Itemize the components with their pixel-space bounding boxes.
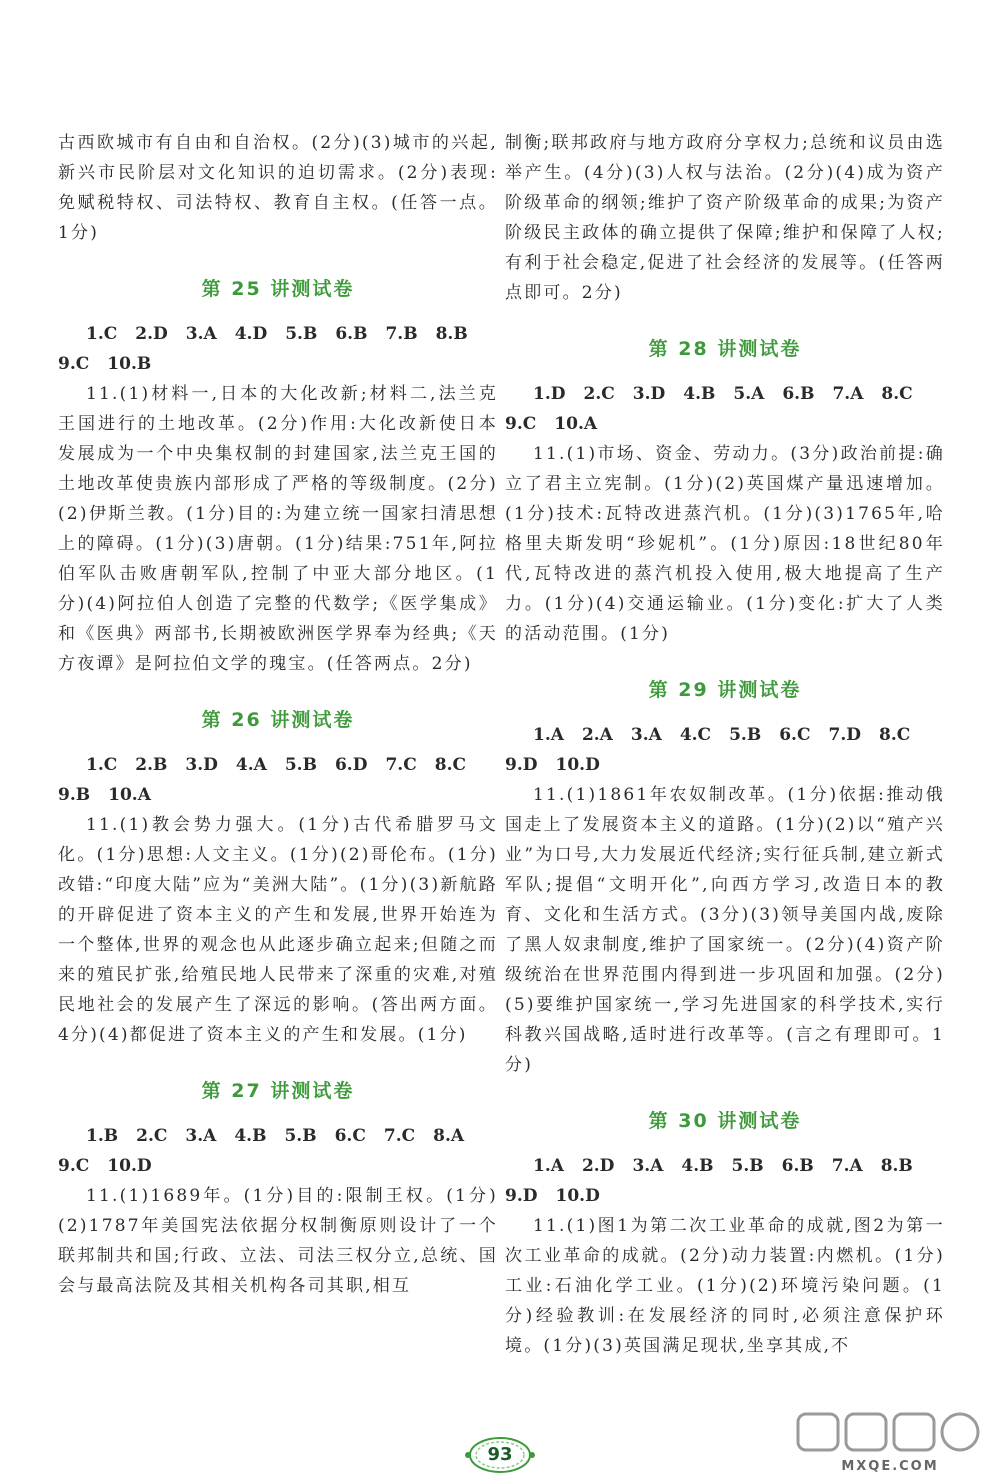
section-title-25: 第 25 讲测试卷 xyxy=(201,278,355,300)
section-title-27: 第 27 讲测试卷 xyxy=(201,1080,355,1102)
choice-answers-28: 1.D 2.C 3.D 4.B 5.A 6.B 7.A 8.C 9.C 10.A xyxy=(505,384,913,434)
continued-answer-text: 古西欧城市有自由和自治权。(2分)(3)城市的兴起,新兴市民阶层对文化知识的迫切需求。(2分)表现:免赋税特权、司法特权、教育自主权。(任答一点。1分) xyxy=(58,133,498,243)
choice-answers-29: 1.A 2.A 3.A 4.C 5.B 6.C 7.D 8.C 9.D 10.D xyxy=(505,725,911,775)
left-column xyxy=(58,128,498,1301)
choice-answers-30: 1.A 2.D 3.A 4.B 5.B 6.B 7.A 8.B 9.D 10.D xyxy=(505,1156,913,1206)
choice-answers-27: 1.B 2.C 3.A 4.B 5.B 6.C 7.C 8.A 9.C 10.D xyxy=(58,1126,465,1176)
question-11-answer-26: 11.(1)教会势力强大。(1分)古代希腊罗马文化。(1分)思想:人文主义。(1分)(2)哥伦布。(1分)改错:“印度大陆”应为“美洲大陆”。(1分)(3)新航路的开辟促进了资本主义的产生和发展,世界开始连为一个整体,世界的观念也从此逐步确立起来;但随之而来的殖民扩张,给殖民地人民带来了深重的灾难,对殖民地社会的发展产生了深远的影响。(答出两方面。4分)(4)都促进了资本主义的产生和发展。(1分) xyxy=(58,815,498,1045)
site-watermark xyxy=(790,1408,990,1474)
question-11-answer-29: 11.(1)1861年农奴制改革。(1分)依据:推动俄国走上了发展资本主义的道路。(1分)(2)以“殖产兴业”为口号,大力发展近代经济;实行征兵制,建立新式军队;提倡“文明开化”,向西方学习,改造日本的教育、文化和生活方式。(3分)(3)领导美国内战,废除了黑人奴隶制度,维护了国家统一。(2分)(4)资产阶级统治在世界范围内得到进一步巩固和加强。(2分)(5)要维护国家统一,学习先进国家的科学技术,实行科教兴国战略,适时进行改革等。(言之有理即可。1分) xyxy=(505,785,945,1075)
choice-answers-25: 1.C 2.D 3.A 4.D 5.B 6.B 7.B 8.B 9.C 10.B xyxy=(58,324,468,374)
right-column xyxy=(505,128,945,1361)
section-title-29: 第 29 讲测试卷 xyxy=(648,679,802,701)
question-11-answer-30: 11.(1)图1为第二次工业革命的成就,图2为第一次工业革命的成就。(2分)动力装置:内燃机。(1分)工业:石油化学工业。(1分)(2)环境污染问题。(1分)经验教训:在发展经济的同时,必须注意保护环境。(1分)(3)英国满足现状,坐享其成,不 xyxy=(505,1216,945,1356)
question-11-answer-28: 11.(1)市场、资金、劳动力。(3分)政治前提:确立了君主立宪制。(1分)(2)英国煤产量迅速增加。(1分)技术:瓦特改进蒸汽机。(1分)(3)1765年,哈格里夫斯发明“珍妮机”。(1分)原因:18世纪80年代,瓦特改进的蒸汽机投入使用,极大地提高了生产力。(1分)(4)交通运输业。(1分)变化:扩大了人类的活动范围。(1分) xyxy=(505,444,945,644)
watermark-text: MXQE.COM xyxy=(841,1459,939,1474)
question-11-answer-27: 11.(1)1689年。(1分)目的:限制王权。(1分)(2)1787年美国宪法依据分权制衡原则设计了一个联邦制共和国;行政、立法、司法三权分立,总统、国会与最高法院及其相关机构各司其职,相互 xyxy=(58,1186,498,1296)
page-number-badge xyxy=(462,1435,538,1475)
page-number: 93 xyxy=(487,1444,513,1465)
question-11-answer-25: 11.(1)材料一,日本的大化改新;材料二,法兰克王国进行的土地改革。(2分)作用:大化改新使日本发展成为一个中央集权制的封建国家,法兰克王国的土地改革使贵族内部形成了严格的等级制度。(2分)(2)伊斯兰教。(1分)目的:为建立统一国家扫清思想上的障碍。(1分)(3)唐朝。(1分)结果:751年,阿拉伯军队击败唐朝军队,控制了中亚大部分地区。(1分)(4)阿拉伯人创造了完整的代数学;《医学集成》和《医典》两部书,长期被欧洲医学界奉为经典;《天方夜谭》是阿拉伯文学的瑰宝。(任答两点。2分) xyxy=(58,384,498,674)
choice-answers-26: 1.C 2.B 3.D 4.A 5.B 6.D 7.C 8.C 9.B 10.A xyxy=(58,755,467,805)
continued-answer-text-right: 制衡;联邦政府与地方政府分享权力;总统和议员由选举产生。(4分)(3)人权与法治。(2分)(4)成为资产阶级革命的纲领;维护了资产阶级革命的成果;为资产阶级民主政体的确立提供了保障;维护和保障了人权;有利于社会稳定,促进了社会经济的发展等。(任答两点即可。2分) xyxy=(505,133,945,303)
section-title-28: 第 28 讲测试卷 xyxy=(648,338,802,360)
section-title-30: 第 30 讲测试卷 xyxy=(648,1110,802,1132)
watermark-logo-icon xyxy=(790,1408,990,1456)
section-title-26: 第 26 讲测试卷 xyxy=(201,709,355,731)
